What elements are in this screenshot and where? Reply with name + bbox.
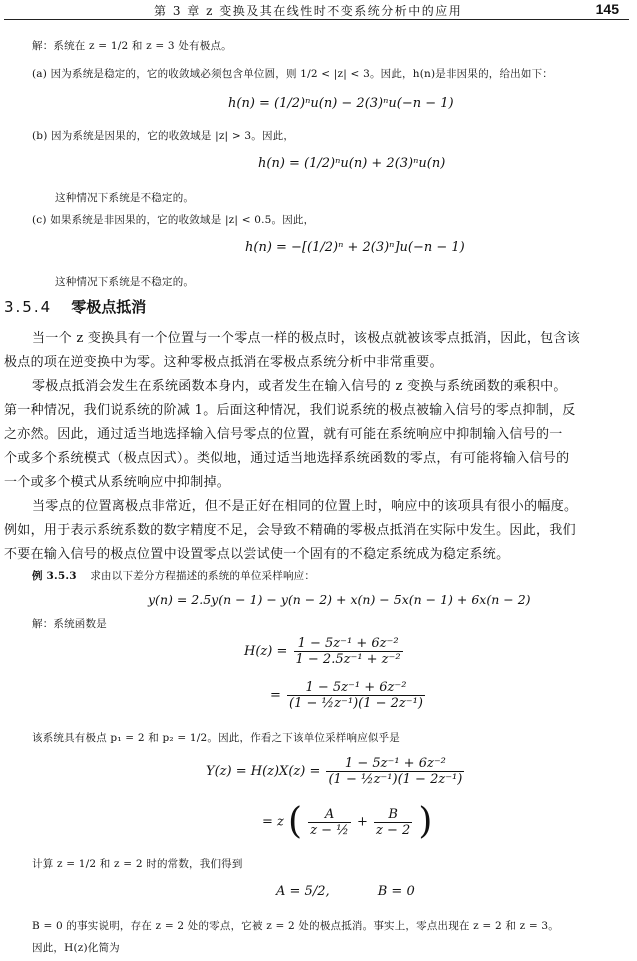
section-number: 3.5.4 — [4, 298, 53, 316]
part-c-formula: h(n) = −[(1/2)ⁿ + 2(3)ⁿ]u(−n − 1) — [245, 240, 465, 255]
part-b-note: 这种情况下系统是不稳定的。 — [55, 192, 195, 204]
constants-result — [276, 884, 415, 899]
part-a-formula: h(n) = (1/2)ⁿu(n) − 2(3)ⁿu(−n − 1) — [228, 96, 454, 111]
paragraph-line: 之亦然。因此，通过适当地选择输入信号零点的位置，就有可能在系统响应中抑制输入信号的一 — [4, 427, 563, 442]
difference-equation: y(n) = 2.5y(n − 1) − y(n − 2) + x(n) − 5x(n − 1) + 6x(n − 2) — [148, 592, 531, 607]
hz-lhs: H(z) = — [244, 644, 288, 659]
hz-denominator: 1 − 2.5z⁻¹ + z⁻² — [295, 652, 401, 667]
example-heading — [32, 568, 315, 583]
paragraph-line: 例如，用于表示系统系数的数字精度不足，会导致不精确的零极点抵消在实际中发生。因此，我们 — [4, 523, 576, 538]
paragraph-line: 第一种情况，我们说系统的阶减 1。后面这种情况，我们说系统的极点被输入信号的零点抑制，反 — [4, 403, 576, 418]
yz-numerator: 1 − 5z⁻¹ + 6z⁻² — [326, 756, 464, 772]
paragraph-line: 零极点抵消会发生在系统函数本身内，或者发生在输入信号的 z 变换与系统函数的乘积中。 — [32, 379, 567, 394]
yz-fraction — [326, 756, 464, 787]
conclusion-line: B = 0 的事实说明，存在 z = 2 处的零点，它被 z = 2 处的极点抵消。事实上，零点出现在 z = 2 和 z = 3。 — [32, 920, 560, 932]
paragraph-line: 个或多个系统模式（极点因式）。类似地，通过适当地选择系统函数的零点，有可能将输入信号的 — [4, 451, 570, 466]
yz-denominator: (1 − ½z⁻¹)(1 − 2z⁻¹) — [328, 772, 463, 787]
part-c-text: (c) 如果系统是非因果的，它的收敛域是 |z| < 0.5。因此， — [32, 214, 315, 226]
yz-lhs: Y(z) = H(z)X(z) = — [206, 764, 321, 779]
part-b-formula: h(n) = (1/2)ⁿu(n) + 2(3)ⁿu(n) — [258, 156, 446, 171]
hz-factored: = $\frac{\text{1 − 5z⁻¹ + 6z⁻²}}{\text{(1 − ½z⁻¹)(1 − 2z⁻¹)}}$ — [270, 680, 423, 711]
partial-a-num: A — [308, 807, 351, 823]
example-text: 求由以下差分方程描述的系统的单位采样响应： — [90, 570, 316, 582]
part-b-text: (b) 因为系统是因果的，它的收敛域是 |z| > 3。因此， — [32, 130, 295, 142]
paragraph-line: 不要在输入信号的极点位置中设置零点以尝试使一个固有的不稳定系统成为稳定系统。 — [4, 547, 510, 562]
page-header — [4, 0, 629, 20]
partial-a-den: z − ½ — [310, 822, 349, 838]
section-title: 零极点抵消 — [71, 298, 147, 316]
example-label: 例 3.5.3 — [32, 570, 77, 582]
hz-numerator: 1 − 5z⁻¹ + 6z⁻² — [294, 636, 403, 652]
partial-b-den: z − 2 — [376, 822, 411, 838]
partial-fraction-expansion: = z ( $\frac{A}{\text{z − ½}}$ + $\frac{B}{z - 2}$ ) — [262, 801, 433, 842]
solution-intro: 解：系统在 z = 1/2 和 z = 3 处有极点。 — [32, 40, 232, 52]
hz-factored-fraction — [287, 680, 425, 711]
part-a-text: (a) 因为系统是稳定的，它的收敛域必须包含单位圆，则 1/2 < |z| < 3。因此，h(n)是非因果的，给出如下： — [32, 68, 553, 80]
hz-factored-denominator: (1 − ½z⁻¹)(1 − 2z⁻¹) — [289, 696, 423, 711]
poles-text: 该系统具有极点 p₁ = 2 和 p₂ = 1/2。因此，作看之下该单位采样响应似乎是 — [32, 732, 400, 744]
partial-a-fraction — [308, 807, 351, 838]
partial-b-num: B — [374, 807, 412, 823]
a-value: A = 5/2, — [276, 884, 330, 899]
b-value: B = 0 — [377, 884, 415, 899]
hz-factored-numerator: 1 − 5z⁻¹ + 6z⁻² — [287, 680, 425, 696]
section-heading — [4, 296, 146, 317]
compute-text: 计算 z = 1/2 和 z = 2 时的常数，我们得到 — [32, 858, 243, 870]
chapter-title: 第 3 章 z 变换及其在线性时不变系统分析中的应用 — [154, 4, 463, 18]
part-c-note: 这种情况下系统是不稳定的。 — [55, 276, 195, 288]
solution-label: 解：系统函数是 — [32, 618, 107, 630]
conclusion-line: 因此，H(z)化简为 — [32, 942, 120, 954]
hz-fraction — [294, 636, 403, 667]
paragraph-line: 当零点的位置离极点非常近，但不是正好在相同的位置上时，响应中的该项具有很小的幅度。 — [32, 499, 578, 514]
paragraph-line: 极点的项在逆变换中为零。这种零极点抵消在零极点系统分析中非常重要。 — [4, 355, 443, 370]
paragraph-line: 一个或多个模式从系统响应中抑制掉。 — [4, 475, 231, 490]
partial-b-fraction — [374, 807, 412, 838]
hz-equation — [244, 636, 405, 667]
yz-equation — [206, 756, 466, 787]
page-number: 145 — [595, 1, 619, 17]
paragraph-line: 当一个 z 变换具有一个位置与一个零点一样的极点时，该极点就被该零点抵消，因此，包含该 — [32, 331, 581, 346]
